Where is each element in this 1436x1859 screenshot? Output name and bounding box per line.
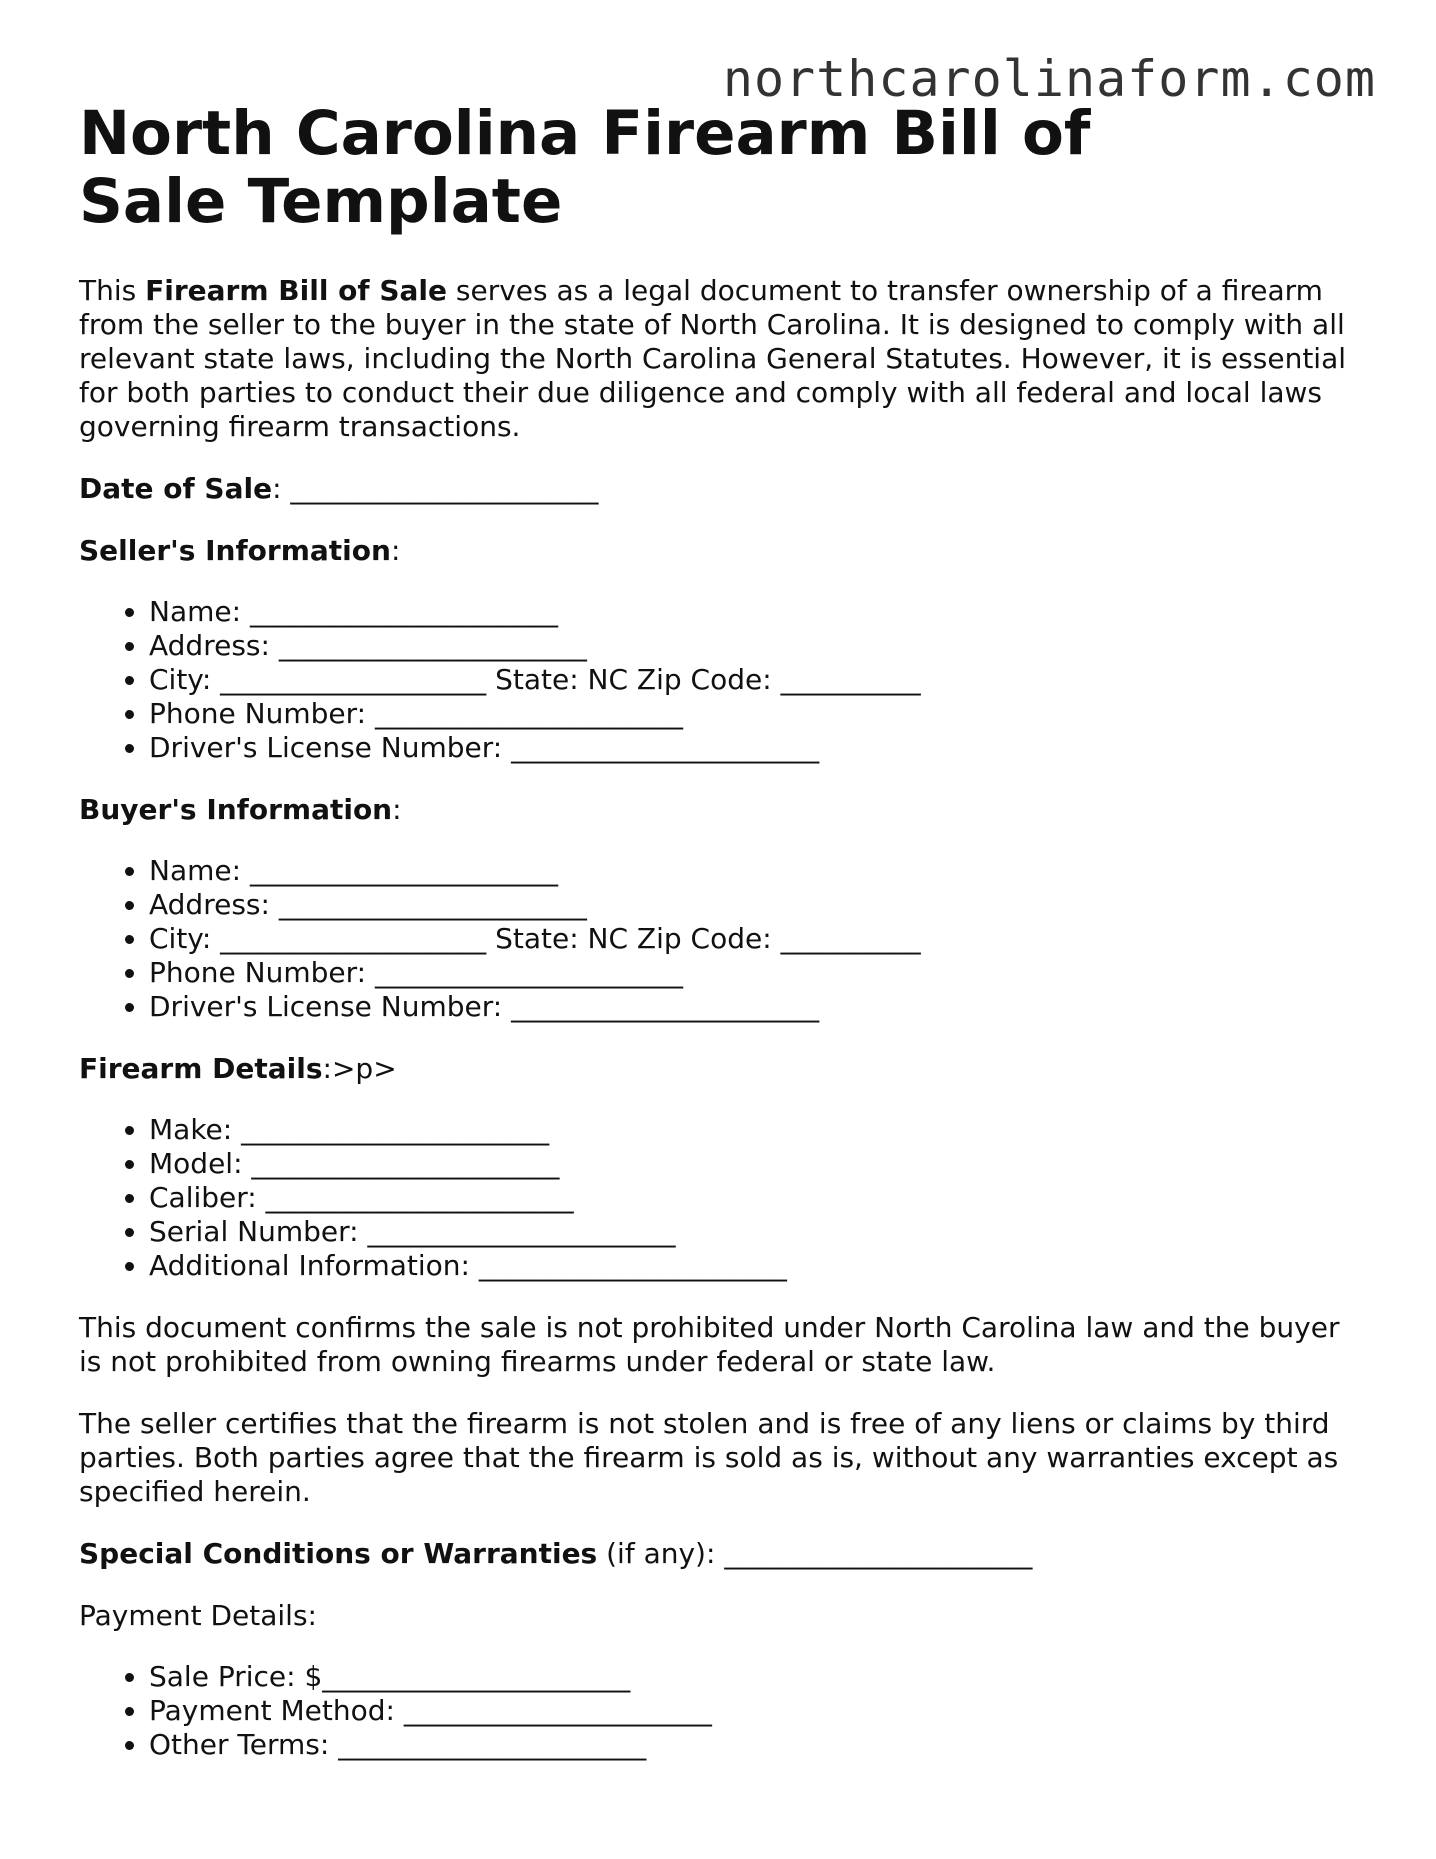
seller-heading-suffix: : xyxy=(390,534,401,567)
buyer-license-field: • Driver's License Number: ______________________ xyxy=(149,990,1369,1024)
intro-bold: Firearm Bill of Sale xyxy=(145,274,447,307)
firearm-serial-field: • Serial Number: ______________________ xyxy=(149,1215,1369,1249)
seller-city-field: • City: ___________________ State: NC Zip Code: __________ xyxy=(149,663,1369,697)
page-title: North Carolina Firearm Bill of Sale Template xyxy=(79,98,1091,237)
seller-heading xyxy=(79,534,1369,568)
payment-method-field: • Payment Method: ______________________ xyxy=(149,1694,1369,1728)
certification-paragraph: The seller certifies that the firearm is not stolen and is free of any liens or claims by third parties. Both parties agree that the firearm is sold as is, without any warranties except as specified herein. xyxy=(79,1407,1339,1508)
seller-address-field: • Address: ______________________ xyxy=(149,629,1369,663)
seller-name-field: • Name: ______________________ xyxy=(149,595,1369,629)
firearm-heading-label: Firearm Details xyxy=(79,1052,323,1085)
buyer-fields xyxy=(79,854,1369,1024)
buyer-heading-suffix: : xyxy=(392,793,402,826)
payment-price-field: • Sale Price: $______________________ xyxy=(149,1660,1369,1694)
date-of-sale-line xyxy=(79,472,1369,506)
buyer-heading xyxy=(79,793,1369,827)
buyer-heading-label: Buyer's Information xyxy=(79,793,393,826)
watermark: northcarolinaform.com xyxy=(722,50,1376,108)
date-of-sale-label: Date of Sale xyxy=(79,472,273,505)
seller-heading-label: Seller's Information xyxy=(79,534,391,567)
intro-paragraph xyxy=(79,274,1369,444)
firearm-fields xyxy=(79,1113,1369,1283)
seller-phone-field: • Phone Number: ______________________ xyxy=(149,697,1369,731)
payment-fields xyxy=(79,1660,1369,1762)
special-conditions-blank: (if any): ______________________ xyxy=(597,1537,1033,1570)
special-conditions-line xyxy=(79,1537,1369,1571)
firearm-additional-field: • Additional Information: ______________________ xyxy=(149,1249,1369,1283)
firearm-heading xyxy=(79,1052,1369,1086)
payment-other-terms-field: • Other Terms: ______________________ xyxy=(149,1728,1369,1762)
intro-rest: serves as a legal document to transfer ownership of a firearm from the seller to the buyer in the state of North Carolina. It is designed to comply with all relevant state laws, including the North Carolina General Statutes. However, it is essential for both parties to conduct their due diligence and comply with all federal and local laws governing firearm transactions. xyxy=(79,274,1347,443)
buyer-city-field: • City: ___________________ State: NC Zip Code: __________ xyxy=(149,922,1369,956)
confirmation-paragraph: This document confirms the sale is not prohibited under North Carolina law and the buyer is not prohibited from owning firearms under federal or state law. xyxy=(79,1311,1340,1378)
firearm-caliber-field: • Caliber: ______________________ xyxy=(149,1181,1369,1215)
seller-fields xyxy=(79,595,1369,765)
buyer-phone-field: • Phone Number: ______________________ xyxy=(149,956,1369,990)
buyer-name-field: • Name: ______________________ xyxy=(149,854,1369,888)
buyer-address-field: • Address: ______________________ xyxy=(149,888,1369,922)
payment-heading: Payment Details: xyxy=(79,1599,317,1632)
intro-lead: This xyxy=(79,274,146,307)
firearm-heading-suffix: :>p> xyxy=(322,1052,397,1085)
firearm-make-field: • Make: ______________________ xyxy=(149,1113,1369,1147)
date-of-sale-blank: : ______________________ xyxy=(272,472,599,505)
special-conditions-label: Special Conditions or Warranties xyxy=(79,1537,598,1570)
document-body xyxy=(79,100,1369,1762)
seller-license-field: • Driver's License Number: ______________________ xyxy=(149,731,1369,765)
firearm-model-field: • Model: ______________________ xyxy=(149,1147,1369,1181)
